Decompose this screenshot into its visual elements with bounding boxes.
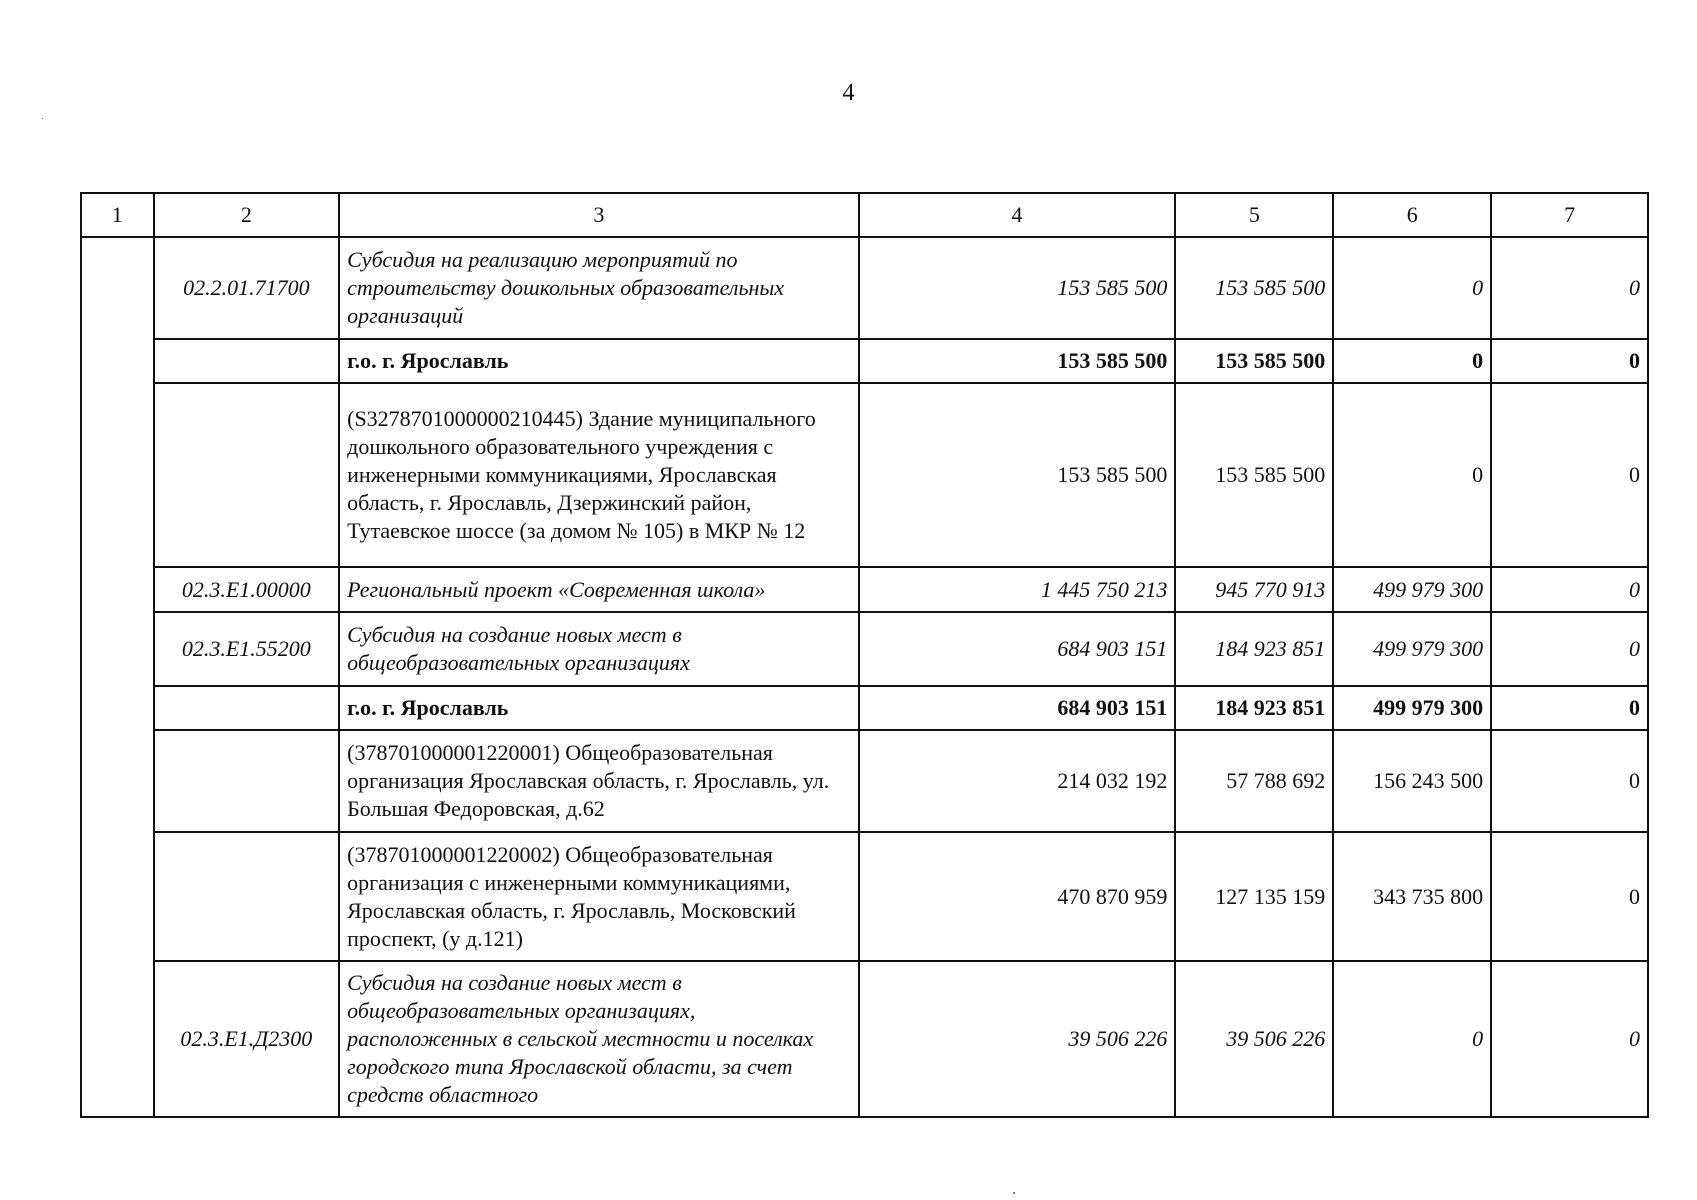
amount-col-5: 153 585 500	[1175, 237, 1333, 339]
code-cell	[154, 686, 340, 730]
header-col-1: 1	[81, 193, 154, 237]
amount-col-4: 684 903 151	[859, 686, 1176, 730]
name-cell: г.о. г. Ярославль	[339, 339, 858, 383]
amount-col-5: 127 135 159	[1175, 832, 1333, 961]
name-cell: Субсидия на создание новых мест в общеобразовательных организациях, расположенных в сельской местности и поселках городского типа Ярославской области, за счет средств областного	[339, 961, 858, 1117]
amount-col-5: 153 585 500	[1175, 383, 1333, 567]
code-cell: 02.3.Е1.Д2300	[154, 961, 340, 1117]
amount-col-7: 0	[1491, 832, 1648, 961]
amount-col-7: 0	[1491, 961, 1648, 1117]
amount-col-7: 0	[1491, 567, 1648, 612]
header-row	[81, 193, 1648, 237]
amount-col-7: 0	[1491, 686, 1648, 730]
empty-col-1-cell	[81, 237, 154, 1117]
table-row	[81, 612, 1648, 686]
amount-col-6: 156 243 500	[1333, 730, 1491, 832]
amount-col-4: 214 032 192	[859, 730, 1176, 832]
table-row	[81, 686, 1648, 730]
code-cell	[154, 339, 340, 383]
table-row	[81, 383, 1648, 567]
code-cell	[154, 383, 340, 567]
header-col-2: 2	[154, 193, 340, 237]
name-cell: г.о. г. Ярославль	[339, 686, 858, 730]
header-col-6: 6	[1333, 193, 1491, 237]
amount-col-6: 343 735 800	[1333, 832, 1491, 961]
header-col-7: 7	[1491, 193, 1648, 237]
scan-speck	[42, 118, 43, 119]
budget-table	[80, 192, 1649, 1118]
name-cell: Региональный проект «Современная школа»	[339, 567, 858, 612]
amount-col-4: 153 585 500	[859, 383, 1176, 567]
code-cell: 02.3.Е1.55200	[154, 612, 340, 686]
amount-col-5: 39 506 226	[1175, 961, 1333, 1117]
code-cell	[154, 730, 340, 832]
table-row	[81, 237, 1648, 339]
amount-col-7: 0	[1491, 612, 1648, 686]
amount-col-7: 0	[1491, 339, 1648, 383]
amount-col-5: 945 770 913	[1175, 567, 1333, 612]
scan-speck	[1013, 1192, 1015, 1194]
name-cell: (S3278701000000210445) Здание муниципального дошкольного образовательного учреждения с инженерными коммуникациями, Ярославская область, г. Ярославль, Дзержинский район, Тутаевское шоссе (за домом № 105) в МКР № 12	[339, 383, 858, 567]
amount-col-6: 499 979 300	[1333, 686, 1491, 730]
amount-col-4: 153 585 500	[859, 339, 1176, 383]
code-cell	[154, 832, 340, 961]
name-cell: (378701000001220001) Общеобразовательная организация Ярославская область, г. Ярославль, ул. Большая Федоровская, д.62	[339, 730, 858, 832]
amount-col-4: 39 506 226	[859, 961, 1176, 1117]
amount-col-6: 499 979 300	[1333, 612, 1491, 686]
code-cell: 02.2.01.71700	[154, 237, 340, 339]
amount-col-5: 184 923 851	[1175, 686, 1333, 730]
amount-col-5: 184 923 851	[1175, 612, 1333, 686]
amount-col-7: 0	[1491, 237, 1648, 339]
amount-col-6: 499 979 300	[1333, 567, 1491, 612]
table-row	[81, 567, 1648, 612]
page-number: 4	[842, 80, 855, 106]
amount-col-5: 153 585 500	[1175, 339, 1333, 383]
amount-col-6: 0	[1333, 961, 1491, 1117]
table-row	[81, 730, 1648, 832]
amount-col-6: 0	[1333, 383, 1491, 567]
amount-col-4: 153 585 500	[859, 237, 1176, 339]
code-cell: 02.3.Е1.00000	[154, 567, 340, 612]
amount-col-5: 57 788 692	[1175, 730, 1333, 832]
header-col-3: 3	[339, 193, 858, 237]
amount-col-7: 0	[1491, 730, 1648, 832]
header-col-4: 4	[859, 193, 1176, 237]
name-cell: (378701000001220002) Общеобразовательная организация с инженерными коммуникациями, Ярославская область, г. Ярославль, Московский проспект, (у д.121)	[339, 832, 858, 961]
amount-col-6: 0	[1333, 339, 1491, 383]
table-row	[81, 832, 1648, 961]
table-row	[81, 961, 1648, 1117]
amount-col-7: 0	[1491, 383, 1648, 567]
header-col-5: 5	[1175, 193, 1333, 237]
amount-col-4: 684 903 151	[859, 612, 1176, 686]
amount-col-6: 0	[1333, 237, 1491, 339]
name-cell: Субсидия на создание новых мест в общеобразовательных организациях	[339, 612, 858, 686]
table-row	[81, 339, 1648, 383]
name-cell: Субсидия на реализацию мероприятий по строительству дошкольных образовательных организаций	[339, 237, 858, 339]
amount-col-4: 1 445 750 213	[859, 567, 1176, 612]
amount-col-4: 470 870 959	[859, 832, 1176, 961]
